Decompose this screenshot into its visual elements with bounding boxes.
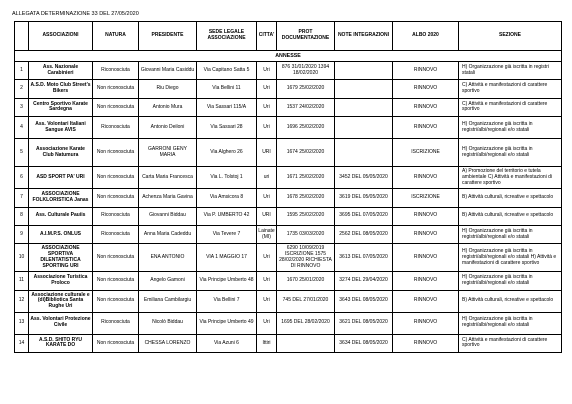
- cell-albo: RINNOVO: [393, 225, 459, 243]
- cell-sezione: H) Organizzazione già iscritta in registri/albi/regionali e/o statali: [459, 225, 562, 243]
- cell-albo: RINNOVO: [393, 244, 459, 272]
- table-row: [15, 117, 562, 139]
- cell-sede: Via Bellini 7: [197, 290, 257, 312]
- cell-albo: RINNOVO: [393, 207, 459, 225]
- cell-albo: RINNOVO: [393, 117, 459, 139]
- cell-associazione: A.I.M.P.S. ONLUS: [29, 225, 93, 243]
- cell-sezione: H) Organizzazione già iscritta in registri/albi/regionali e/o statali: [459, 312, 562, 334]
- cell-note: [335, 139, 393, 167]
- cell-citta: Ittiri: [257, 334, 277, 352]
- cell-prot: 1679 25/02/2020: [277, 80, 335, 98]
- cell-n: 14: [15, 334, 29, 352]
- cell-presidente: Emiliana Cambilargiu: [139, 290, 197, 312]
- cell-note: 3274 DEL 29/04/2020: [335, 272, 393, 290]
- cell-prot: 1595 25/02/2020: [277, 207, 335, 225]
- cell-sezione: B) Attività culturali, ricreative e spettacolo: [459, 189, 562, 207]
- cell-citta: uri: [257, 167, 277, 189]
- cell-n: 4: [15, 117, 29, 139]
- cell-natura: Riconosciuta: [93, 312, 139, 334]
- cell-n: 12: [15, 290, 29, 312]
- cell-associazione: Ass. Volontari Italiani Sangue AVIS: [29, 117, 93, 139]
- cell-presidente: Anna Maria Cadeddu: [139, 225, 197, 243]
- cell-associazione: Associazione culturale e (di)Bibliotica Santa Rughe Uri: [29, 290, 93, 312]
- cell-n: 2: [15, 80, 29, 98]
- cell-natura: Non riconosciuta: [93, 334, 139, 352]
- table-row: [15, 189, 562, 207]
- cell-note: 3621 DEL 08/05/2020: [335, 312, 393, 334]
- cell-note: [335, 98, 393, 116]
- cell-prot: 1695 DEL 28/02/2020: [277, 312, 335, 334]
- cell-n: 6: [15, 167, 29, 189]
- cell-natura: Non riconosciuta: [93, 139, 139, 167]
- cell-associazione: ASD SPORT PA' URI: [29, 167, 93, 189]
- table-row: [15, 334, 562, 352]
- cell-associazione: Ass. Volontari Protezione Civile: [29, 312, 93, 334]
- cell-n: 5: [15, 139, 29, 167]
- cell-natura: Riconosciuta: [93, 225, 139, 243]
- table-row: [15, 272, 562, 290]
- cell-note: 2562 DEL 08/05/2020: [335, 225, 393, 243]
- cell-sezione: B) Attività culturali, ricreative e spettacolo: [459, 207, 562, 225]
- cell-prot: 1671 25/02/2020: [277, 167, 335, 189]
- cell-natura: Non riconosciuta: [93, 98, 139, 116]
- cell-sede: Via Capitano Satta 5: [197, 62, 257, 80]
- cell-presidente: Angelo Gamoni: [139, 272, 197, 290]
- cell-citta: URI: [257, 207, 277, 225]
- cell-albo: RINNOVO: [393, 167, 459, 189]
- cell-associazione: Ass. Culturale Pauiis: [29, 207, 93, 225]
- cell-n: 8: [15, 207, 29, 225]
- cell-note: 3643 DEL 08/05/2020: [335, 290, 393, 312]
- cell-n: 13: [15, 312, 29, 334]
- table-row: [15, 207, 562, 225]
- cell-albo: RINNOVO: [393, 80, 459, 98]
- cell-note: 3619 DEL 05/05/2020: [335, 189, 393, 207]
- cell-natura: Non riconosciuta: [93, 80, 139, 98]
- cell-sede: Via Alghero 26: [197, 139, 257, 167]
- cell-associazione: Ass. Nazionale Carabinieri: [29, 62, 93, 80]
- cell-n: 10: [15, 244, 29, 272]
- cell-prot: 876 31/01/2020 1394 18/02/2020: [277, 62, 335, 80]
- cell-prot: 1670 25/01/2020: [277, 272, 335, 290]
- column-header: NATURA: [93, 22, 139, 51]
- table-row: [15, 244, 562, 272]
- cell-associazione: Associazione Karate Club Natumura: [29, 139, 93, 167]
- section-row: [15, 51, 562, 62]
- cell-albo: RINNOVO: [393, 290, 459, 312]
- cell-prot: 1674 25/02/2020: [277, 139, 335, 167]
- cell-presidente: Riu Diego: [139, 80, 197, 98]
- column-header: PRESIDENTE: [139, 22, 197, 51]
- column-header: ASSOCIAZIONI: [29, 22, 93, 51]
- cell-prot: 1537 24/02/2020: [277, 98, 335, 116]
- cell-sede: Via Azuni 6: [197, 334, 257, 352]
- cell-natura: Riconosciuta: [93, 117, 139, 139]
- cell-citta: Uri: [257, 272, 277, 290]
- cell-sede: Via L. Tolstoj 1: [197, 167, 257, 189]
- cell-sezione: H) Organizzazione già iscritta in registri/albi/regionali e/o statali H) Attività e manifestazioni di carattere sportivo: [459, 244, 562, 272]
- document-title: ALLEGATA DETERMINAZIONE 33 DEL 27/05/2020: [12, 11, 139, 17]
- table-row: [15, 167, 562, 189]
- cell-citta: Uri: [257, 312, 277, 334]
- cell-citta: Uri: [257, 62, 277, 80]
- table-row: [15, 312, 562, 334]
- cell-sezione: H) Organizzazione già iscritta in registri statali: [459, 62, 562, 80]
- cell-note: 3452 DEL 05/05/2020: [335, 167, 393, 189]
- cell-prot: 1696 25/02/2020: [277, 117, 335, 139]
- cell-presidente: ENA ANTONIO: [139, 244, 197, 272]
- cell-sezione: C) Attività e manifestazioni di carattere sportivo: [459, 334, 562, 352]
- cell-prot: 6290 10/09/2019 ISCRIZIONE 1575 28/02/2020 RICHIESTA DI RINNOVO: [277, 244, 335, 272]
- cell-sede: Via Sassari 115/A: [197, 98, 257, 116]
- cell-presidente: CHESSA LORENZO: [139, 334, 197, 352]
- cell-note: [335, 62, 393, 80]
- cell-albo: RINNOVO: [393, 62, 459, 80]
- table-header-row: [15, 22, 562, 51]
- cell-presidente: Giovanni Biddau: [139, 207, 197, 225]
- column-header: [15, 22, 29, 51]
- cell-sezione: C) Attività e manifestazioni di carattere sportivo: [459, 98, 562, 116]
- cell-n: 9: [15, 225, 29, 243]
- table-row: [15, 98, 562, 116]
- cell-natura: Non riconosciuta: [93, 167, 139, 189]
- cell-n: 3: [15, 98, 29, 116]
- cell-prot: 745 DEL 27/01/2020: [277, 290, 335, 312]
- cell-note: [335, 117, 393, 139]
- cell-presidente: Achenza Maria Gavina: [139, 189, 197, 207]
- cell-associazione: A.S.D. SHITO RYU KARATE DO: [29, 334, 93, 352]
- cell-presidente: GARRONI GENY MARIA: [139, 139, 197, 167]
- cell-citta: Uri: [257, 98, 277, 116]
- cell-presidente: Giovanni Maria Casiddu: [139, 62, 197, 80]
- cell-citta: Uri: [257, 189, 277, 207]
- column-header: SEZIONE: [459, 22, 562, 51]
- cell-sezione: A) Promozione del territorio e tutela ambientale C) Attività e manifestazioni di carattere sportivo: [459, 167, 562, 189]
- table-row: [15, 80, 562, 98]
- cell-sezione: C) Attività e manifestazioni di carattere sportivo: [459, 80, 562, 98]
- cell-prot: [277, 334, 335, 352]
- cell-presidente: Nicolò Biddau: [139, 312, 197, 334]
- cell-associazione: ASSOCIAZIONE FOLKLORISTICA Janas: [29, 189, 93, 207]
- cell-n: 1: [15, 62, 29, 80]
- cell-presidente: Antonio Deiloni: [139, 117, 197, 139]
- cell-prot: 1735 03/03/2020: [277, 225, 335, 243]
- associations-table: [14, 21, 562, 353]
- column-header: PROT DOCUMENTAZIONE: [277, 22, 335, 51]
- cell-citta: Uri: [257, 80, 277, 98]
- cell-albo: ISCRIZIONE: [393, 139, 459, 167]
- cell-note: 3613 DEL 07/05/2020: [335, 244, 393, 272]
- cell-citta: Uri: [257, 117, 277, 139]
- cell-presidente: Carta Maria Francesca: [139, 167, 197, 189]
- cell-natura: Riconosciuta: [93, 207, 139, 225]
- cell-albo: RINNOVO: [393, 272, 459, 290]
- cell-sezione: H) Organizzazione già iscritta in registri/albi/regionali e/o statali: [459, 117, 562, 139]
- column-header: NOTE INTEGRAZIONI: [335, 22, 393, 51]
- cell-n: 7: [15, 189, 29, 207]
- cell-note: 3695 DEL 07/05/2020: [335, 207, 393, 225]
- cell-albo: ISCRIZIONE: [393, 189, 459, 207]
- cell-natura: Non riconosciuta: [93, 290, 139, 312]
- cell-sede: Via Amsicora 8: [197, 189, 257, 207]
- table-row: [15, 290, 562, 312]
- cell-sede: VIA 1 MAGGIO 17: [197, 244, 257, 272]
- cell-natura: Riconosciuta: [93, 62, 139, 80]
- cell-citta: Lainate (MI): [257, 225, 277, 243]
- cell-albo: RINNOVO: [393, 312, 459, 334]
- cell-associazione: Centro Sportivo Karate Sardegna: [29, 98, 93, 116]
- cell-natura: Non riconosciuta: [93, 272, 139, 290]
- cell-citta: Uri: [257, 290, 277, 312]
- cell-citta: URI: [257, 139, 277, 167]
- cell-sede: Via P. UMBERTO 42: [197, 207, 257, 225]
- cell-sede: Via Principe Umberto 49: [197, 312, 257, 334]
- cell-natura: Non riconosciuta: [93, 189, 139, 207]
- cell-associazione: A.S.D. Moto Club Street's Bikers: [29, 80, 93, 98]
- cell-sede: Via Sassari 28: [197, 117, 257, 139]
- table-row: [15, 225, 562, 243]
- cell-citta: Uri: [257, 244, 277, 272]
- cell-note: 3634 DEL 08/05/2020: [335, 334, 393, 352]
- cell-sede: Via Bellini 11: [197, 80, 257, 98]
- table-row: [15, 62, 562, 80]
- cell-albo: RINNOVO: [393, 334, 459, 352]
- cell-presidente: Antonio Mura: [139, 98, 197, 116]
- section-label: ANNESSE: [15, 51, 562, 62]
- cell-sede: Via Principe Umberto 48: [197, 272, 257, 290]
- cell-albo: RINNOVO: [393, 98, 459, 116]
- cell-sezione: H) Organizzazione già iscritta in registri/albi/regionali e/o statali: [459, 272, 562, 290]
- column-header: CITTA': [257, 22, 277, 51]
- cell-note: [335, 80, 393, 98]
- column-header: SEDE LEGALE ASSOCIAZIONE: [197, 22, 257, 51]
- column-header: ALBO 2020: [393, 22, 459, 51]
- cell-sezione: H) Organizzazione già iscritta in registri/albi/regionali e/o statali: [459, 139, 562, 167]
- table-row: [15, 139, 562, 167]
- cell-sede: Via Tevere 7: [197, 225, 257, 243]
- cell-associazione: Associazione Turistica Proloco: [29, 272, 93, 290]
- cell-sezione: B) Attività culturali, ricreative e spettacolo: [459, 290, 562, 312]
- cell-n: 11: [15, 272, 29, 290]
- cell-associazione: ASSOCIAZIONE SPORTIVA DILENTATISTICA SPORTING URI: [29, 244, 93, 272]
- cell-natura: Non riconosciuta: [93, 244, 139, 272]
- cell-prot: 1678 25/02/2020: [277, 189, 335, 207]
